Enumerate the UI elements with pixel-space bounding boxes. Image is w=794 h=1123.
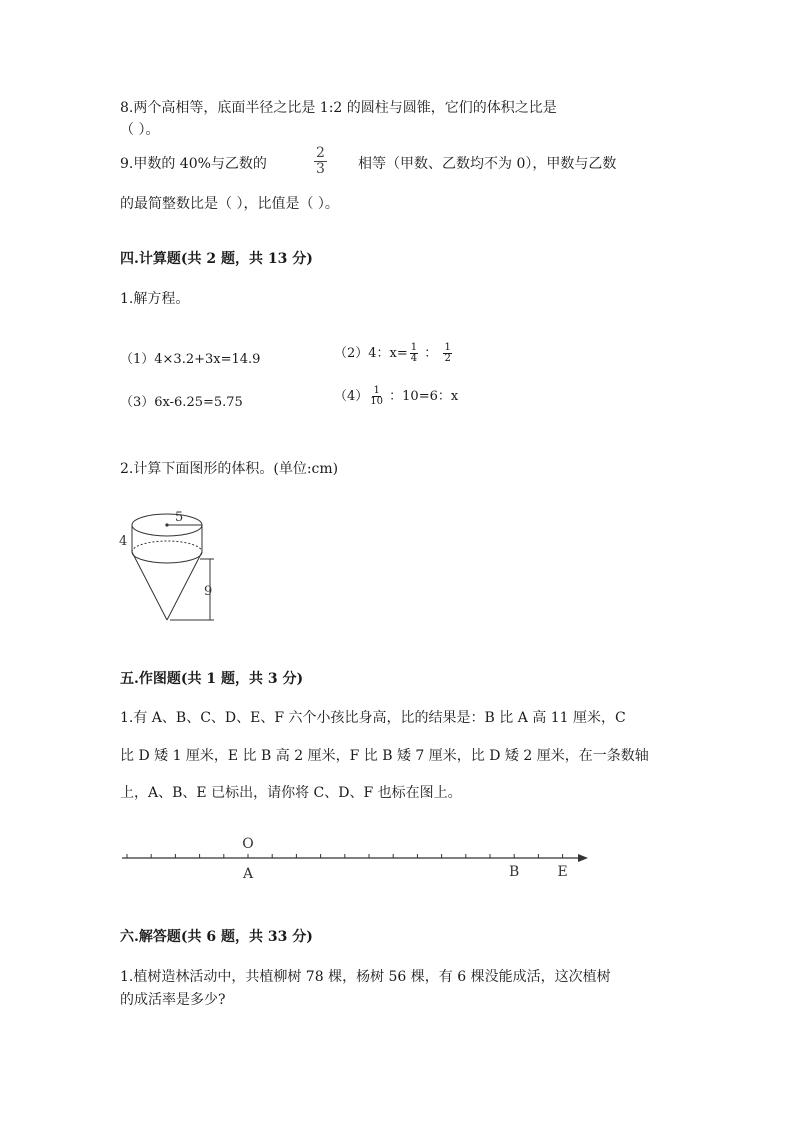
eq4-f-num: 1 xyxy=(373,384,380,396)
q9-frac-num: 2 xyxy=(316,145,325,161)
equation-4-prefix: （4） xyxy=(334,389,369,404)
label-a: A xyxy=(242,866,254,882)
q8-line2: （ ）。 xyxy=(120,122,160,138)
equation-2-frac1 xyxy=(410,343,418,365)
eq2-f1-num: 1 xyxy=(410,341,418,353)
q9-suffix: 相等（甲数、乙数均不为 0），甲数与乙数 xyxy=(358,156,617,172)
cone-left-side xyxy=(132,552,167,620)
label-b: B xyxy=(509,864,520,880)
cylinder-bottom-front xyxy=(132,552,202,563)
radius-label: 5 xyxy=(175,510,184,525)
equation-3: （3）6x-6.25=5.75 xyxy=(120,395,243,410)
axis-arrow xyxy=(578,854,588,862)
cylinder-height-label: 4 xyxy=(119,534,128,549)
q9-fraction xyxy=(314,146,327,176)
equation-4-suffix: ：10=6：x xyxy=(389,389,459,404)
cylinder-cone-figure xyxy=(112,505,232,635)
section4-title: 四.计算题(共 2 题，共 13 分) xyxy=(120,251,313,267)
s5-q1-line1: 1.有 A、B、C、D、E、F 六个小孩比身高，比的结果是：B 比 A 高 11 厘米，C xyxy=(120,710,626,726)
q9-prefix: 9.甲数的 40%与乙数的 xyxy=(120,156,267,172)
eq2-f1-den: 4 xyxy=(410,353,418,364)
equation-1: （1）4×3.2+3x=14.9 xyxy=(120,352,261,367)
section5-title: 五.作图题(共 1 题，共 3 分) xyxy=(120,671,304,687)
s5-q1-line3: 上，A、B、E 已标出，请你将 C、D、F 也标在图上。 xyxy=(120,785,462,801)
eq2-f2-den: 2 xyxy=(444,353,451,364)
equation-2-prefix: （2）4：x= xyxy=(334,346,408,361)
equation-2-sep: ： xyxy=(424,346,438,361)
cylinder-bottom-back xyxy=(132,541,202,552)
label-e: E xyxy=(557,864,568,880)
equation-2-frac2 xyxy=(443,343,451,365)
s6-q1-line2: 的成活率是多少? xyxy=(120,992,226,1008)
s4-q1-title: 1.解方程。 xyxy=(120,291,190,307)
cone-right-side xyxy=(167,552,202,620)
equation-4 xyxy=(334,385,458,408)
q9-line2: 的最简整数比是（ ），比值是（ ）。 xyxy=(120,196,339,212)
number-line xyxy=(110,832,610,887)
q9-frac-den: 3 xyxy=(316,160,325,177)
origin-label: O xyxy=(242,836,254,852)
equation-2 xyxy=(334,342,454,365)
section6-title: 六.解答题(共 6 题，共 33 分) xyxy=(120,929,313,945)
cone-height-label: 9 xyxy=(204,584,213,599)
equation-4-frac xyxy=(370,386,383,408)
eq2-f2-num: 1 xyxy=(444,341,451,353)
q8-line1: 8.两个高相等，底面半径之比是 1:2 的圆柱与圆锥，它们的体积之比是 xyxy=(120,100,557,116)
s4-q2-title: 2.计算下面图形的体积。(单位:cm) xyxy=(120,461,339,477)
s6-q1-line1: 1.植树造林活动中，共植柳树 78 棵，杨树 56 棵，有 6 棵没能成活，这次植树 xyxy=(120,969,611,985)
s5-q1-line2: 比 D 矮 1 厘米，E 比 B 高 2 厘米，F 比 B 矮 7 厘米，比 D 矮 2 厘米，在一条数轴 xyxy=(120,748,649,764)
eq4-f-den: 10 xyxy=(370,396,384,407)
